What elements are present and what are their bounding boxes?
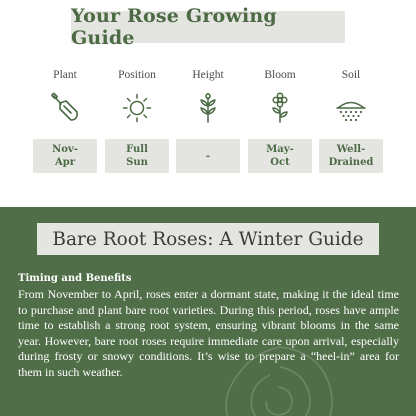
column-value <box>176 139 240 173</box>
column-label: Bloom <box>264 69 296 81</box>
column-value <box>319 139 383 173</box>
value-line: Nov- <box>52 144 78 155</box>
value-line: Oct <box>270 157 290 168</box>
rose-guide-section <box>0 0 416 207</box>
guide-column-bloom <box>248 0 312 207</box>
column-value <box>105 139 169 173</box>
section-heading: Timing and Benefits <box>18 273 132 284</box>
column-value <box>248 139 312 173</box>
guide-title: Your Rose Growing Guide <box>71 11 345 43</box>
value-line: Apr <box>54 157 76 168</box>
value-line: - <box>205 150 211 162</box>
value-line: Sun <box>126 157 148 168</box>
column-label: Soil <box>341 69 361 81</box>
value-line: Well- <box>336 144 366 155</box>
guide-column-position <box>105 0 169 207</box>
winter-guide-title: Bare Root Roses: A Winter Guide <box>37 223 379 255</box>
section-body: From November to April, roses enter a dormant state, making it the ideal time to purchase and plant bare root varieties. During this period, roses have ample time to establish a strong root system, ensuring vibrant blooms in the same year. However, bare root roses require immediate care upon arrival, especially during frosty or snowy conditions. It’s wise to prepare a “heel-in” area for them in such weather. <box>18 287 399 379</box>
guide-column-plant <box>33 0 97 207</box>
column-label: Position <box>118 69 156 81</box>
column-label: Height <box>192 69 224 81</box>
column-label: Plant <box>53 69 77 81</box>
guide-column-soil <box>319 0 383 207</box>
winter-guide-section <box>0 207 416 416</box>
value-line: Drained <box>328 157 374 168</box>
value-line: May- <box>266 144 294 155</box>
trowel-icon <box>49 92 81 124</box>
plant-stem-icon <box>192 92 224 124</box>
flower-icon <box>264 92 296 124</box>
column-value <box>33 139 97 173</box>
sun-icon <box>121 92 153 124</box>
value-line: Full <box>126 144 148 155</box>
guide-column-height <box>176 0 240 207</box>
soil-icon <box>335 92 367 124</box>
